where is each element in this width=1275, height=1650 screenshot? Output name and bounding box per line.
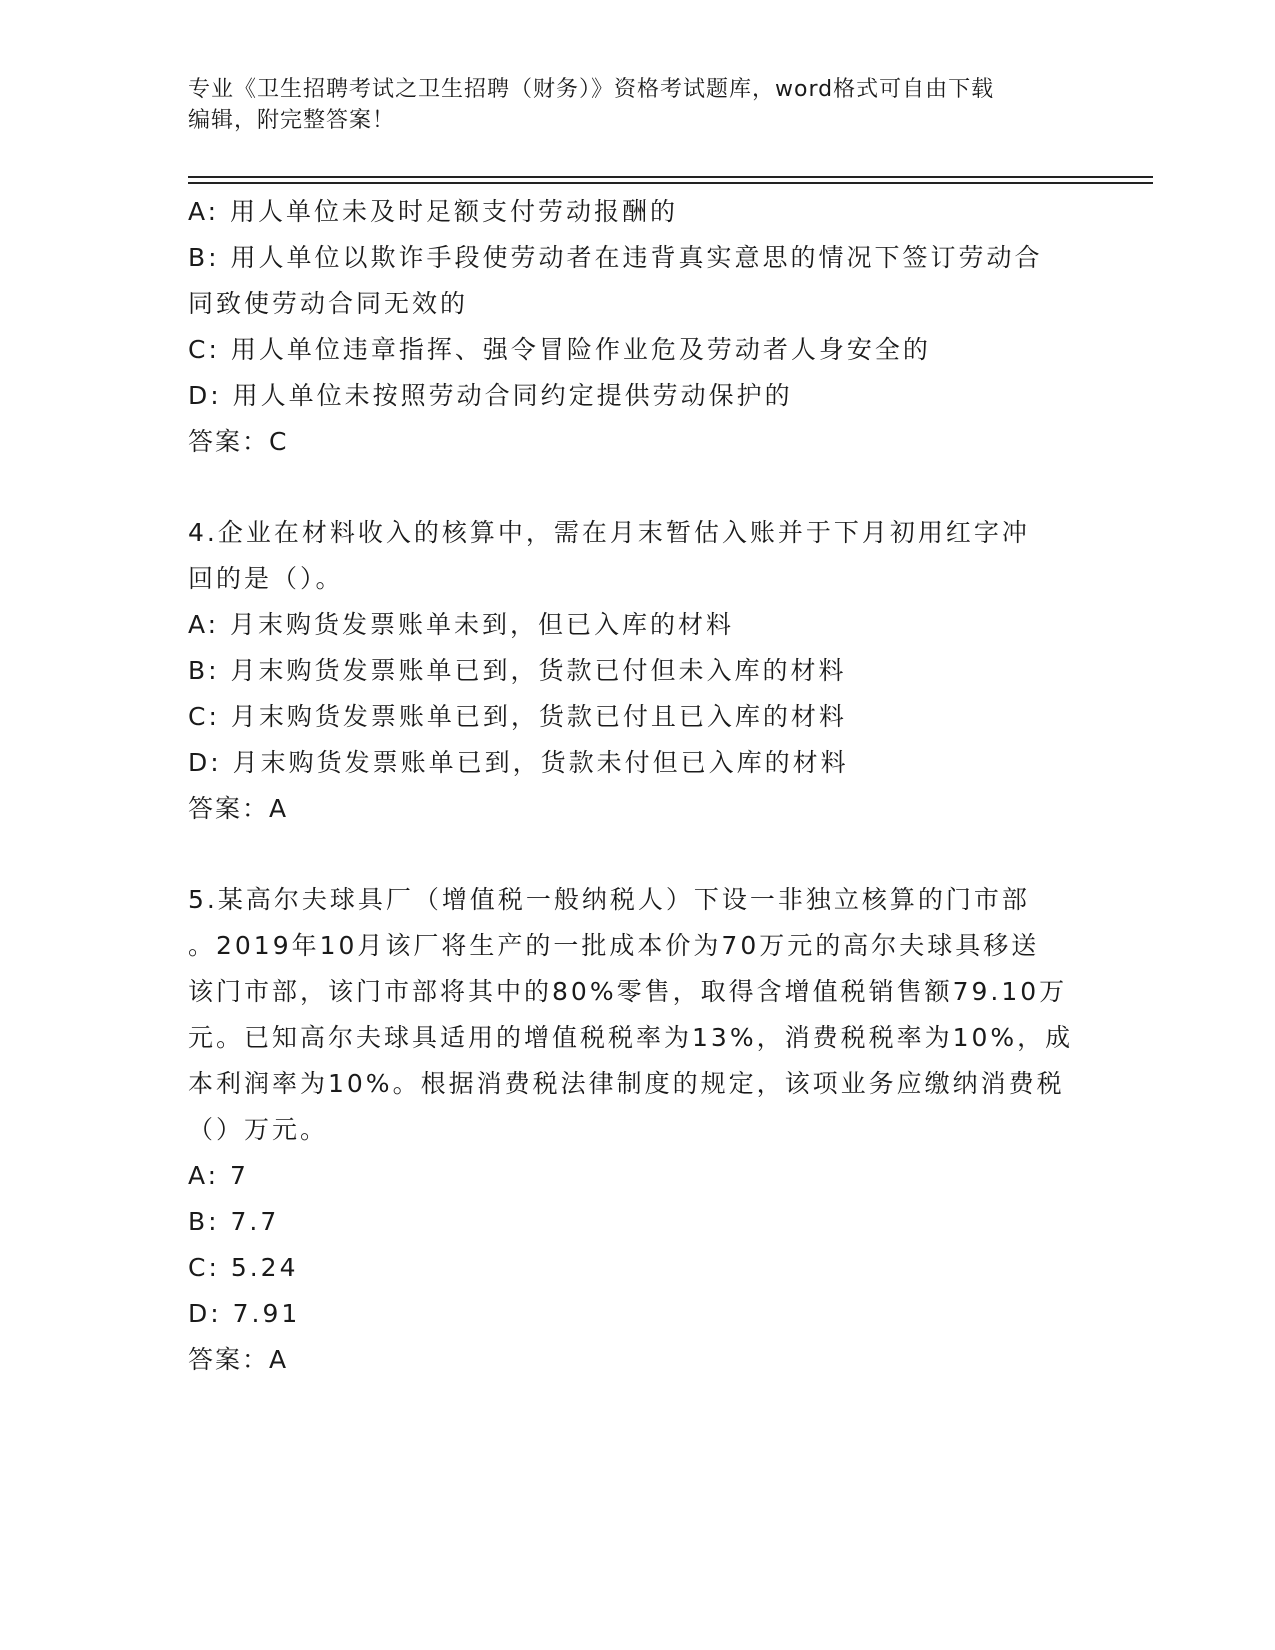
q3-option-c: C: 用人单位违章指挥、强令冒险作业危及劳动者人身安全的: [188, 335, 931, 364]
q5-answer: 答案：A: [188, 1345, 289, 1374]
q5-stem-line-2: 。2019年10月该厂将生产的一批成本价为70万元的高尔夫球具移送: [188, 931, 1040, 960]
q3-option-a: A: 用人单位未及时足额支付劳动报酬的: [188, 197, 679, 226]
q5-option-c: C: 5.24: [188, 1253, 299, 1282]
document-header: [188, 74, 1068, 136]
q3-answer: 答案：C: [188, 427, 289, 456]
header-line-1: 专业《卫生招聘考试之卫生招聘（财务）》资格考试题库，word格式可自由下载: [188, 77, 995, 102]
q4-option-b: B: 月末购货发票账单已到，货款已付但未入库的材料: [188, 656, 847, 685]
question-5-block: [188, 877, 1088, 1383]
header-rule-top: [188, 176, 1153, 178]
q5-option-b: B: 7.7: [188, 1207, 280, 1236]
q5-stem-line-5: 本利润率为10%。根据消费税法律制度的规定，该项业务应缴纳消费税: [188, 1069, 1065, 1098]
spacer: [188, 832, 1088, 877]
q4-option-c: C: 月末购货发票账单已到，货款已付且已入库的材料: [188, 702, 847, 731]
q5-stem-line-3: 该门市部，该门市部将其中的80%零售，取得含增值税销售额79.10万: [188, 977, 1068, 1006]
q3-option-d: D: 用人单位未按照劳动合同约定提供劳动保护的: [188, 381, 793, 410]
question-3-block: [188, 189, 1088, 465]
spacer: [188, 465, 1088, 510]
q4-option-a: A: 月末购货发票账单未到，但已入库的材料: [188, 610, 735, 639]
q5-stem-line-6: （）万元。: [188, 1115, 329, 1144]
q5-option-a: A: 7: [188, 1161, 249, 1190]
question-body: [188, 189, 1088, 1383]
q5-stem-line-4: 元。已知高尔夫球具适用的增值税税率为13%，消费税税率为10%，成: [188, 1023, 1074, 1052]
q4-answer: 答案：A: [188, 794, 289, 823]
header-line-2: 编辑，附完整答案！: [188, 108, 396, 133]
q3-option-b-line-2: 同致使劳动合同无效的: [188, 289, 469, 318]
q4-stem-line-2: 回的是（）。: [188, 564, 344, 593]
question-4-block: [188, 510, 1088, 832]
q4-option-d: D: 月末购货发票账单已到，货款未付但已入库的材料: [188, 748, 849, 777]
q5-option-d: D: 7.91: [188, 1299, 301, 1328]
q5-stem-line-1: 5.某高尔夫球具厂（增值税一般纳税人）下设一非独立核算的门市部: [188, 885, 1030, 914]
header-rule-bottom: [188, 182, 1153, 184]
q4-stem-line-1: 4.企业在材料收入的核算中，需在月末暂估入账并于下月初用红字冲: [188, 518, 1030, 547]
q3-option-b-line-1: B: 用人单位以欺诈手段使劳动者在违背真实意思的情况下签订劳动合: [188, 243, 1043, 272]
